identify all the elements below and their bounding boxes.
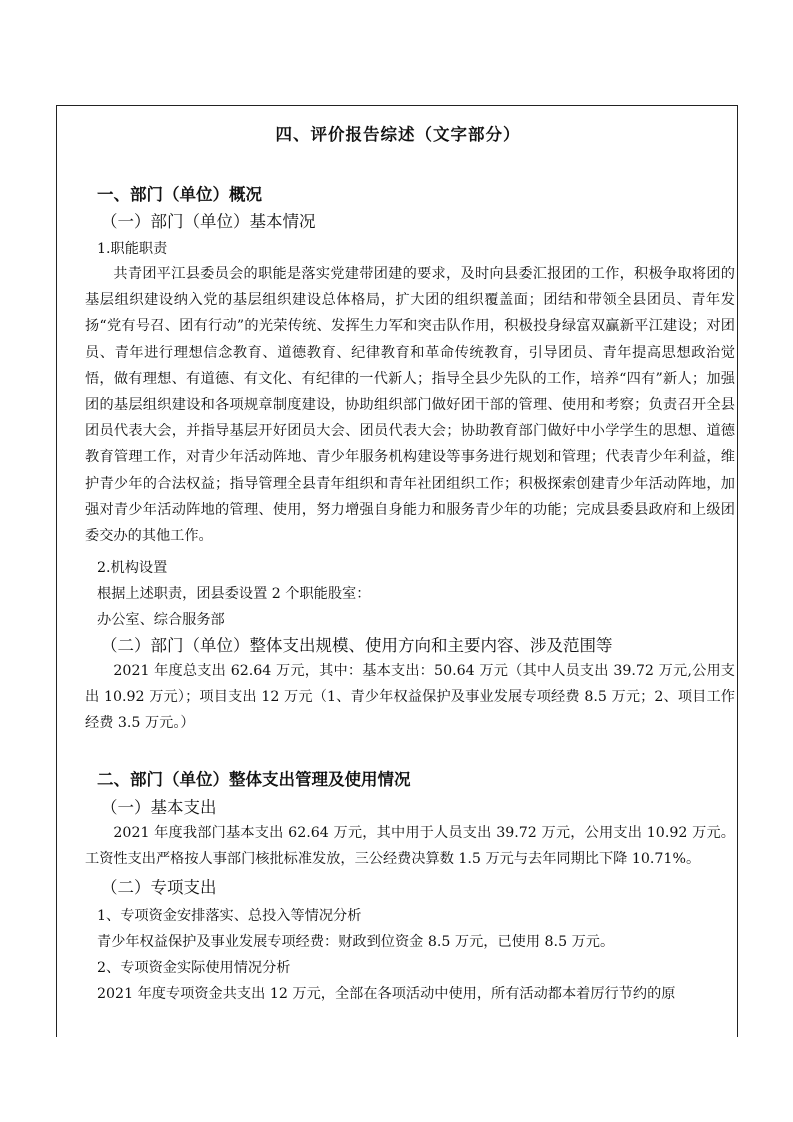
section-2-heading: 二、部门（单位）整体支出管理及使用情况: [97, 770, 411, 789]
section-2-sub-1-text: 2021 年度我部门基本支出 62.64 万元，其中用于人员支出 39.72 万元，公用支出 10.92 万元。工资性支出严格按人事部门核批标准发放，三公经费决算数 1.5 万元与去年同期比下降 10.71%。: [85, 825, 735, 868]
section-1-item-1-text: 共青团平江县委员会的职能是落实党建带团建的要求，及时向县委汇报团的工作，积极争取将团的基层组织建设纳入党的基层组织建设总体格局，扩大团的组织覆盖面；团结和带领全县团员、青年发扬“党有号召、团有行动”的光荣传统、发挥生力军和突击队作用，积极投身绿富双赢新平江建设；对团员、青年进行理想信念教育、道德教育、纪律教育和革命传统教育，引导团员、青年提高思想政治觉悟，做有理想、有道德、有文化、有纪律的一代新人；指导全县少先队的工作，培养“四有”新人；加强团的基层组织建设和各项规章制度建设，协助组织部门做好团干部的管理、使用和考察；负责召开全县团员代表大会，并指导基层开好团员大会、团员代表大会；协助教育部门做好中小学学生的思想、道德教育管理工作，对青少年活动阵地、青少年服务机构建设等事务进行规划和管理；代表青少年利益，维护青少年的合法权益；指导管理全县青年组织和青年社团组织工作；积极探索创建青少年活动阵地，加强对青少年活动阵地的管理、使用，努力增强自身能力和服务青少年的功能；完成县委县政府和上级团委交办的其他工作。: [85, 266, 735, 545]
section-1-heading: 一、部门（单位）概况: [97, 185, 262, 204]
section-1-sub-2-text: 2021 年度总支出 62.64 万元，其中：基本支出：50.64 万元（其中人员支出 39.72 万元,公用支出 10.92 万元）；项目支出 12 万元（1、青少年权益保护及事业发展专项经费 8.5 万元；2、项目工作经费 3.5 万元。）: [85, 663, 735, 732]
report-frame: [56, 105, 738, 1037]
section-2-item-1-text: 青少年权益保护及事业发展专项经费：财政到位资金 8.5 万元，已使用 8.5 万元。: [97, 934, 615, 950]
section-2-item-2-text: 2021 年度专项资金共支出 12 万元，全部在各项活动中使用，所有活动都本着厉行节约的原: [97, 986, 676, 1002]
page-title: 四、评价报告综述（文字部分）: [275, 125, 521, 144]
section-2-item-1-label: 1、专项资金安排落实、总投入等情况分析: [97, 908, 362, 924]
section-1-item-2-label: 2.机构设置: [97, 560, 168, 576]
section-1-item-2-text-1: 根据上述职责，团县委设置 2 个职能股室：: [97, 586, 371, 602]
section-1-item-1-label: 1.职能职责: [97, 241, 168, 257]
section-1-sub-2-heading: （二）部门（单位）整体支出规模、使用方向和主要内容、涉及范围等: [101, 636, 613, 655]
section-1-item-2-text-2: 办公室、综合服务部: [97, 612, 225, 628]
section-2-sub-2-heading: （二）专项支出: [101, 878, 217, 897]
section-2-item-2-label: 2、专项资金实际使用情况分析: [97, 960, 291, 976]
section-1-sub-1-heading: （一）部门（单位）基本情况: [101, 212, 316, 231]
section-2-sub-1-heading: （一）基本支出: [101, 798, 217, 817]
